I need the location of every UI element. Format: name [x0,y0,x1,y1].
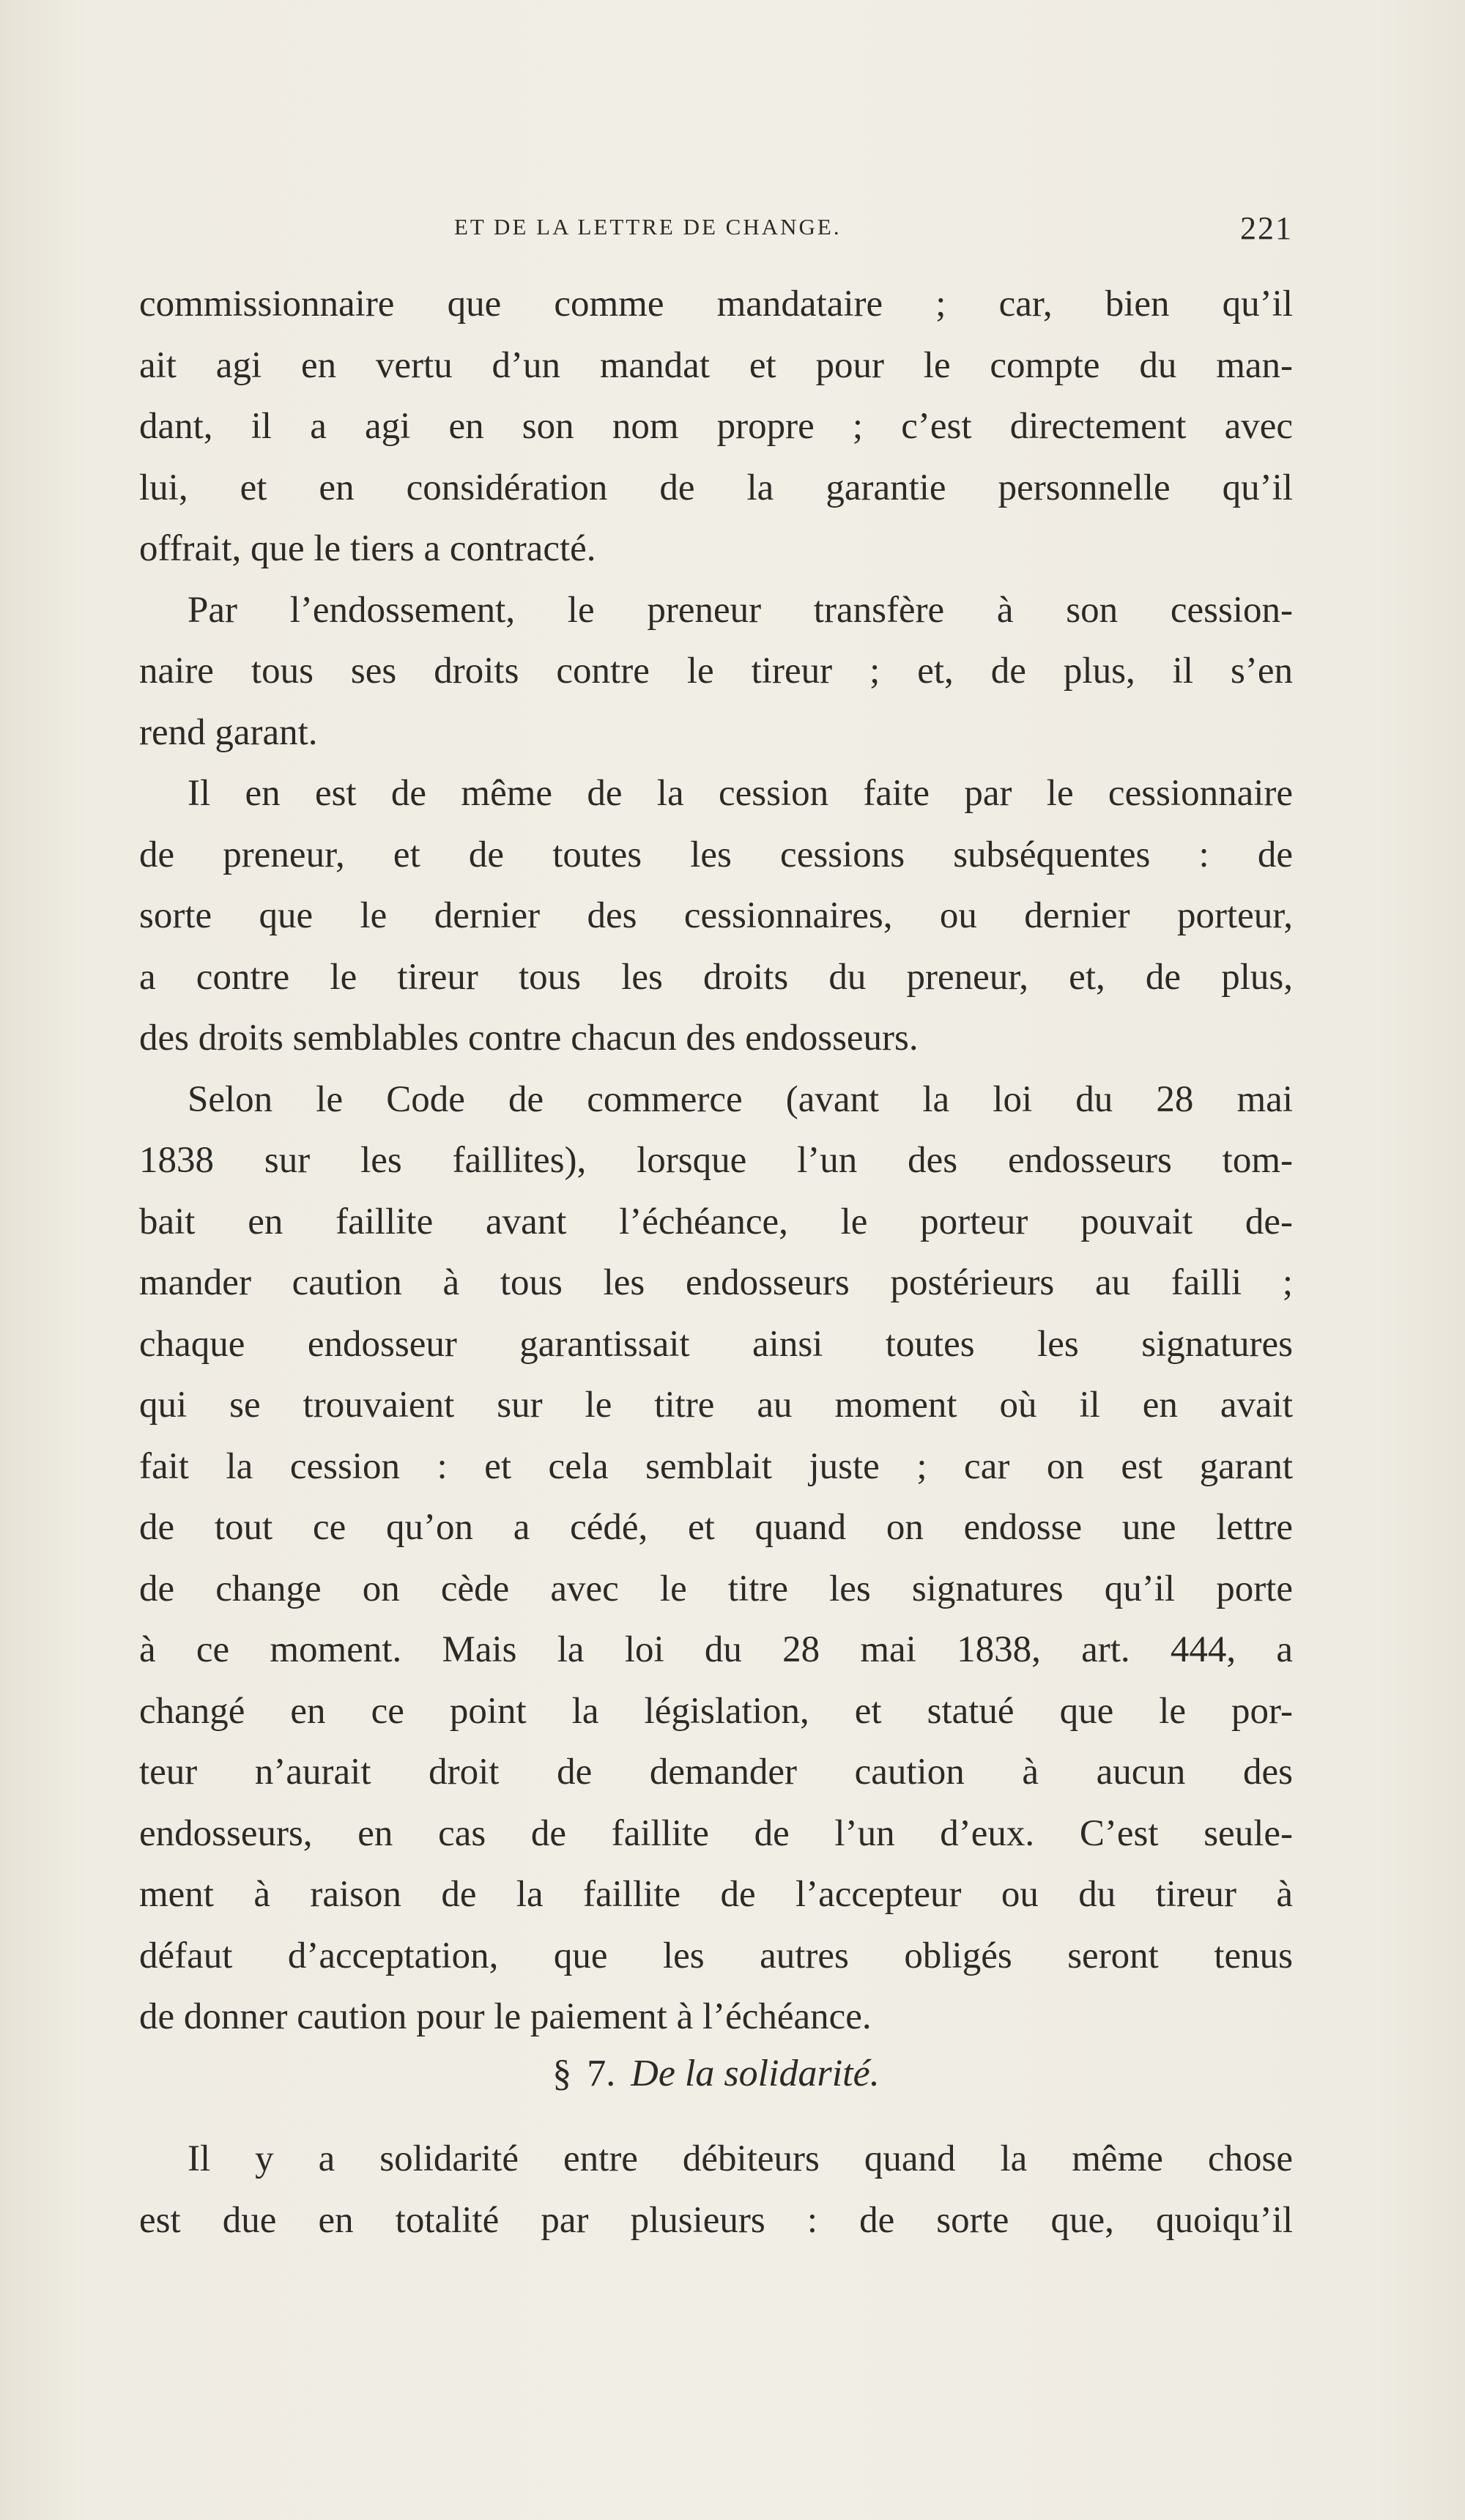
text-line: de tout ce qu’on a cédé, et quand on endosse une lettre [139,1507,1293,1548]
text-line: Il en est de même de la cession faite par le cessionnaire [188,773,1293,814]
text-line: offrait, que le tiers a contracté. [139,528,596,569]
text-line: des droits semblables contre chacun des endosseurs. [139,1018,919,1059]
text-line: dant, il a agi en son nom propre ; c’est directement avec [139,406,1293,447]
page-number: 221 [1240,210,1293,246]
text-line: défaut d’acceptation, que les autres obligés seront tenus [139,1935,1293,1976]
text-line: naire tous ses droits contre le tireur ; et, de plus, il s’en [139,651,1293,692]
text-line: endosseurs, en cas de faillite de l’un d’eux. C’est seule- [139,1812,1293,1854]
text-line: commissionnaire que comme mandataire ; car, bien qu’il [139,284,1293,325]
text-line: de change on cède avec le titre les signatures qu’il porte [139,1568,1293,1609]
section-symbol: § [552,2053,572,2094]
section-number: 7. [587,2053,616,2094]
text-line: à ce moment. Mais la loi du 28 mai 1838, art. 444, a [139,1629,1293,1670]
text-line: ment à raison de la faillite de l’accepteur ou du tireur à [139,1874,1293,1915]
text-line: fait la cession : et cela semblait juste ; car on est garant [139,1445,1293,1487]
text-line: chaque endosseur garantissait ainsi toutes les signatures [139,1323,1293,1365]
body-text [139,274,1293,2048]
text-line: Par l’endossement, le preneur transfère à son cession- [188,589,1293,631]
text-line: Il y a solidarité entre débiteurs quand la même chose [188,2138,1293,2179]
text-line: a contre le tireur tous les droits du preneur, et, de plus, [139,956,1293,998]
text-line: de preneur, et de toutes les cessions subséquentes : de [139,834,1293,875]
text-line: lui, et en considération de la garantie personnelle qu’il [139,467,1293,508]
text-line: rend garant. [139,711,318,753]
section-heading [139,2041,1293,2107]
running-head: ET DE LA LETTRE DE CHANGE. [454,214,842,240]
section-title: De la solidarité. [631,2053,880,2094]
text-line: est due en totalité par plusieurs : de sorte que, quoiqu’il [139,2199,1293,2241]
text-line: ait agi en vertu d’un mandat et pour le compte du man- [139,344,1293,386]
body-text-continued [139,2129,1293,2251]
text-line: de donner caution pour le paiement à l’échéance. [139,1996,872,2037]
text-line: Selon le Code de commerce (avant la loi du 28 mai [188,1078,1293,1120]
text-line: changé en ce point la législation, et statué que le por- [139,1690,1293,1732]
text-line: qui se trouvaient sur le titre au moment où il en avait [139,1385,1293,1426]
text-line: mander caution à tous les endosseurs postérieurs au failli ; [139,1262,1293,1303]
page-header [139,210,1293,258]
text-line: sorte que le dernier des cessionnaires, ou dernier porteur, [139,895,1293,936]
text-line: 1838 sur les faillites), lorsque l’un des endosseurs tom- [139,1140,1293,1181]
text-line: bait en faillite avant l’échéance, le porteur pouvait de- [139,1201,1293,1242]
text-line: teur n’aurait droit de demander caution à aucun des [139,1752,1293,1793]
